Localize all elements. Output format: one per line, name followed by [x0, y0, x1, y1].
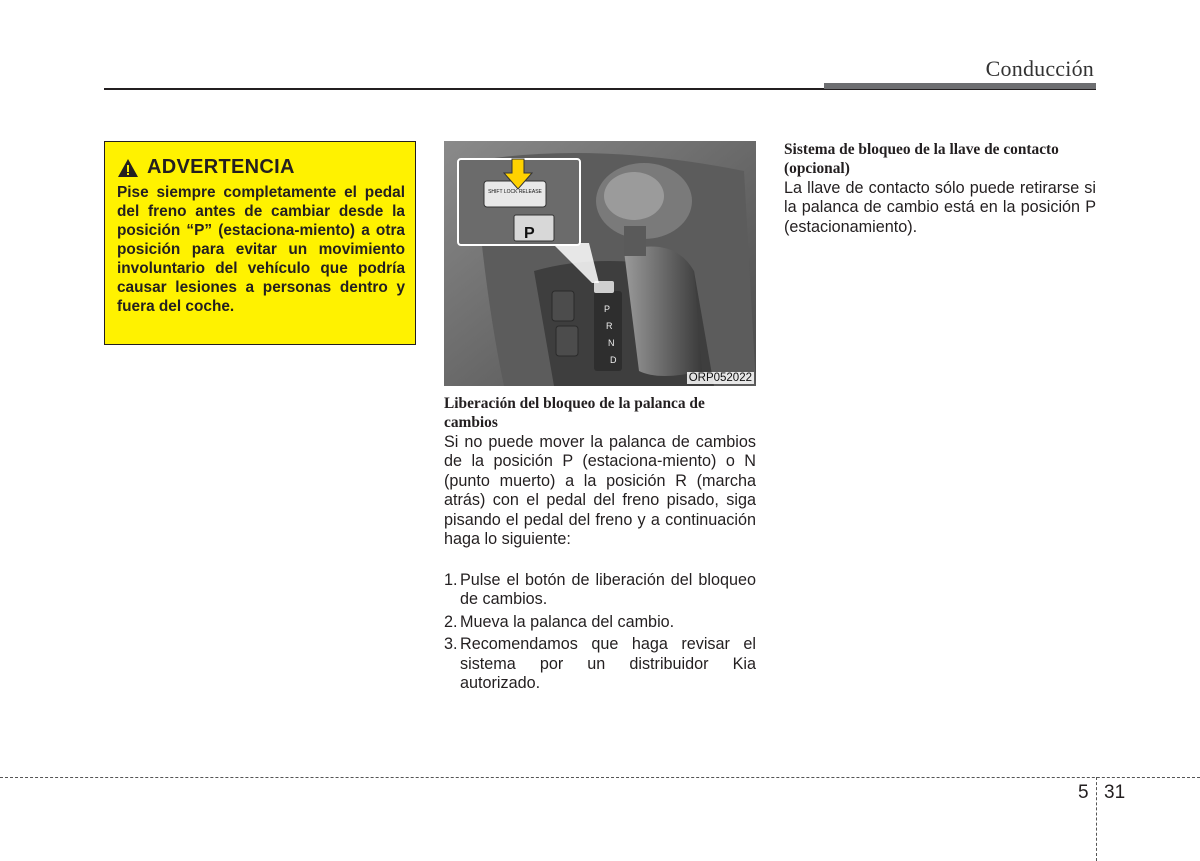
gear-shift-illustration [444, 141, 756, 386]
chapter-number: 5 [1078, 782, 1089, 803]
page-number: 31 [1104, 782, 1126, 803]
section-title: Conducción [985, 56, 1094, 81]
warning-text: Pise siempre completamente el pedal del freno antes de cambiar desde la posición “P” (estaciona-miento) a otra posición para evitar un movimiento involuntario del vehículo que podría causar lesiones a personas dentro y fuera del coche. [117, 184, 405, 315]
list-item [444, 635, 756, 693]
gear-label-r: R [606, 321, 613, 331]
inset-gear-letter: P [524, 225, 535, 242]
step-text: Pulse el botón de liberación del bloqueo de cambios. [460, 571, 756, 609]
footer-rule [0, 777, 1200, 778]
list-item [444, 571, 756, 610]
gear-position-labels [604, 301, 617, 369]
warning-title: ADVERTENCIA [147, 156, 295, 178]
warning-header [117, 156, 405, 179]
gear-label-n: N [608, 338, 615, 348]
warning-box [104, 141, 416, 345]
step-text: Mueva la palanca del cambio. [460, 612, 675, 631]
step-number: 1. [444, 571, 458, 589]
footer-divider [1096, 777, 1097, 861]
step-number: 3. [444, 635, 458, 654]
header-rule-accent [824, 83, 1096, 89]
list-item [444, 613, 756, 632]
figure-code: ORP052022 [688, 372, 752, 384]
shift-lock-intro: Si no puede mover la palanca de cambios de la posición P (estaciona-miento) o N (punto muerto) a la posición R (marcha atrás) con el pedal del freno pisado, siga pisando el pedal del freno y a continuación haga lo siguiente: [444, 433, 756, 549]
gear-label-d: D [610, 355, 617, 365]
gear-shift-figure [444, 141, 756, 386]
shift-lock-heading: Liberación del bloqueo de la palanca de cambios [444, 395, 705, 431]
figure-button-label: SHIFT LOCK RELEASE [488, 189, 542, 195]
gear-label-p: P [604, 304, 611, 314]
step-number: 2. [444, 612, 458, 631]
key-lock-heading: Sistema de bloqueo de la llave de contacto (opcional) [784, 141, 1059, 177]
key-lock-body: La llave de contacto sólo puede retirarse si la palanca de cambio está en la posición P (estacionamiento). [784, 179, 1096, 236]
warning-triangle-icon [117, 158, 139, 178]
step-text: Recomendamos que haga revisar el sistema por un distribuidor Kia autorizado. [460, 635, 756, 693]
shift-lock-steps [444, 571, 756, 696]
